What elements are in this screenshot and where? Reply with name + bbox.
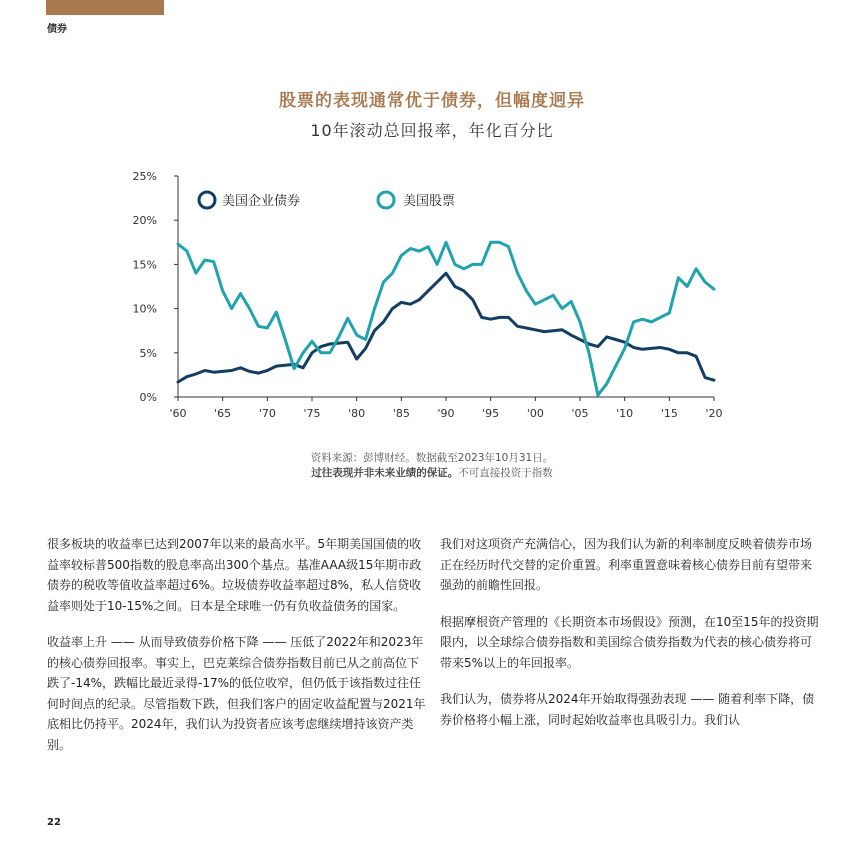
x-tick-label: '70 — [258, 407, 276, 420]
body-left-column — [47, 534, 427, 771]
disclaimer-line — [0, 466, 864, 481]
x-tick-label: '85 — [392, 407, 410, 420]
y-tick-label: 0% — [139, 391, 157, 404]
source-line: 资料来源：彭博财经。数据截至2023年10月31日。 — [310, 452, 554, 464]
x-tick-label: '65 — [214, 407, 232, 420]
y-tick-label: 15% — [132, 258, 157, 272]
y-tick-label: 20% — [132, 214, 157, 228]
x-tick-label: '10 — [616, 407, 634, 420]
legend-label: 美国企业债券 — [222, 194, 301, 209]
legend-label: 美国股票 — [403, 194, 456, 209]
x-tick-label: '60 — [169, 407, 187, 420]
x-tick-label: '15 — [660, 407, 678, 420]
y-tick-label: 10% — [132, 302, 157, 316]
paragraph: 我们对这项资产充满信心，因为我们认为新的利率制度反映着债券市场正在经历时代交替的定价重置。利率重置意味着核心债券目前有望带来强劲的前瞻性回报。 — [440, 537, 813, 592]
x-tick-label: '00 — [526, 407, 544, 420]
y-tick-label: 25% — [132, 170, 157, 183]
x-tick-label: '95 — [482, 407, 500, 420]
page-number: 22 — [47, 817, 61, 828]
chart-subtitle: 10年滚动总回报率，年化百分比 — [310, 121, 554, 140]
legend-marker — [378, 192, 394, 208]
paragraph: 很多板块的收益率已达到2007年以来的最高水平。5年期美国国债的收益率较标普500指数的股息率高出300个基点。基准AAA级15年期市政债券的税收等值收益率超过6%。垃圾债券收益率超过8%，私人信贷收益率则处于10-15%之间。日本是全球唯一仍有负收益债务的国家。 — [47, 537, 422, 613]
disclaimer-rest: 不可直接投资于指数 — [458, 467, 553, 479]
paragraph: 收益率上升 —— 从而导致债券价格下降 —— 压低了2022年和2023年的核心债券回报率。事实上，巴克莱综合债券指数目前已从之前高位下跌了-14%，跌幅比最近录得-17%的低位收窄，但仍低于该指数过往任何时间点的纪录。尽管指数下跌，但我们客户的固定收益配置与2021年底相比仍持平。2024年，我们认为投资者应该考虑继续增持该资产类别。 — [47, 635, 426, 752]
section-label: 债券 — [47, 24, 67, 35]
body-right-column — [440, 534, 820, 746]
x-tick-label: '20 — [705, 407, 723, 420]
paragraph: 我们认为，债券将从2024年开始取得强劲表现 —— 随着利率下降，债券价格将小幅上涨，同时起始收益率也具吸引力。我们认 — [440, 692, 815, 727]
x-tick-label: '75 — [303, 407, 321, 420]
x-tick-label: '05 — [571, 407, 589, 420]
paragraph: 根据摩根资产管理的《长期资本市场假设》预测，在10至15年的投资期限内，以全球综合债券指数和美国综合债券指数为代表的核心债券将可带来5%以上的年回报率。 — [440, 614, 819, 670]
returns-line-chart — [0, 160, 864, 450]
disclaimer-bold: 过往表现并非未来业绩的保证。 — [311, 467, 459, 479]
x-tick-label: '90 — [437, 407, 455, 420]
header-accent-bar — [46, 0, 164, 15]
x-tick-label: '80 — [348, 407, 366, 420]
chart-source-note — [0, 451, 864, 481]
legend-marker — [199, 192, 215, 208]
y-tick-label: 5% — [139, 346, 157, 360]
chart-title: 股票的表现通常优于债券，但幅度迥异 — [279, 91, 585, 111]
